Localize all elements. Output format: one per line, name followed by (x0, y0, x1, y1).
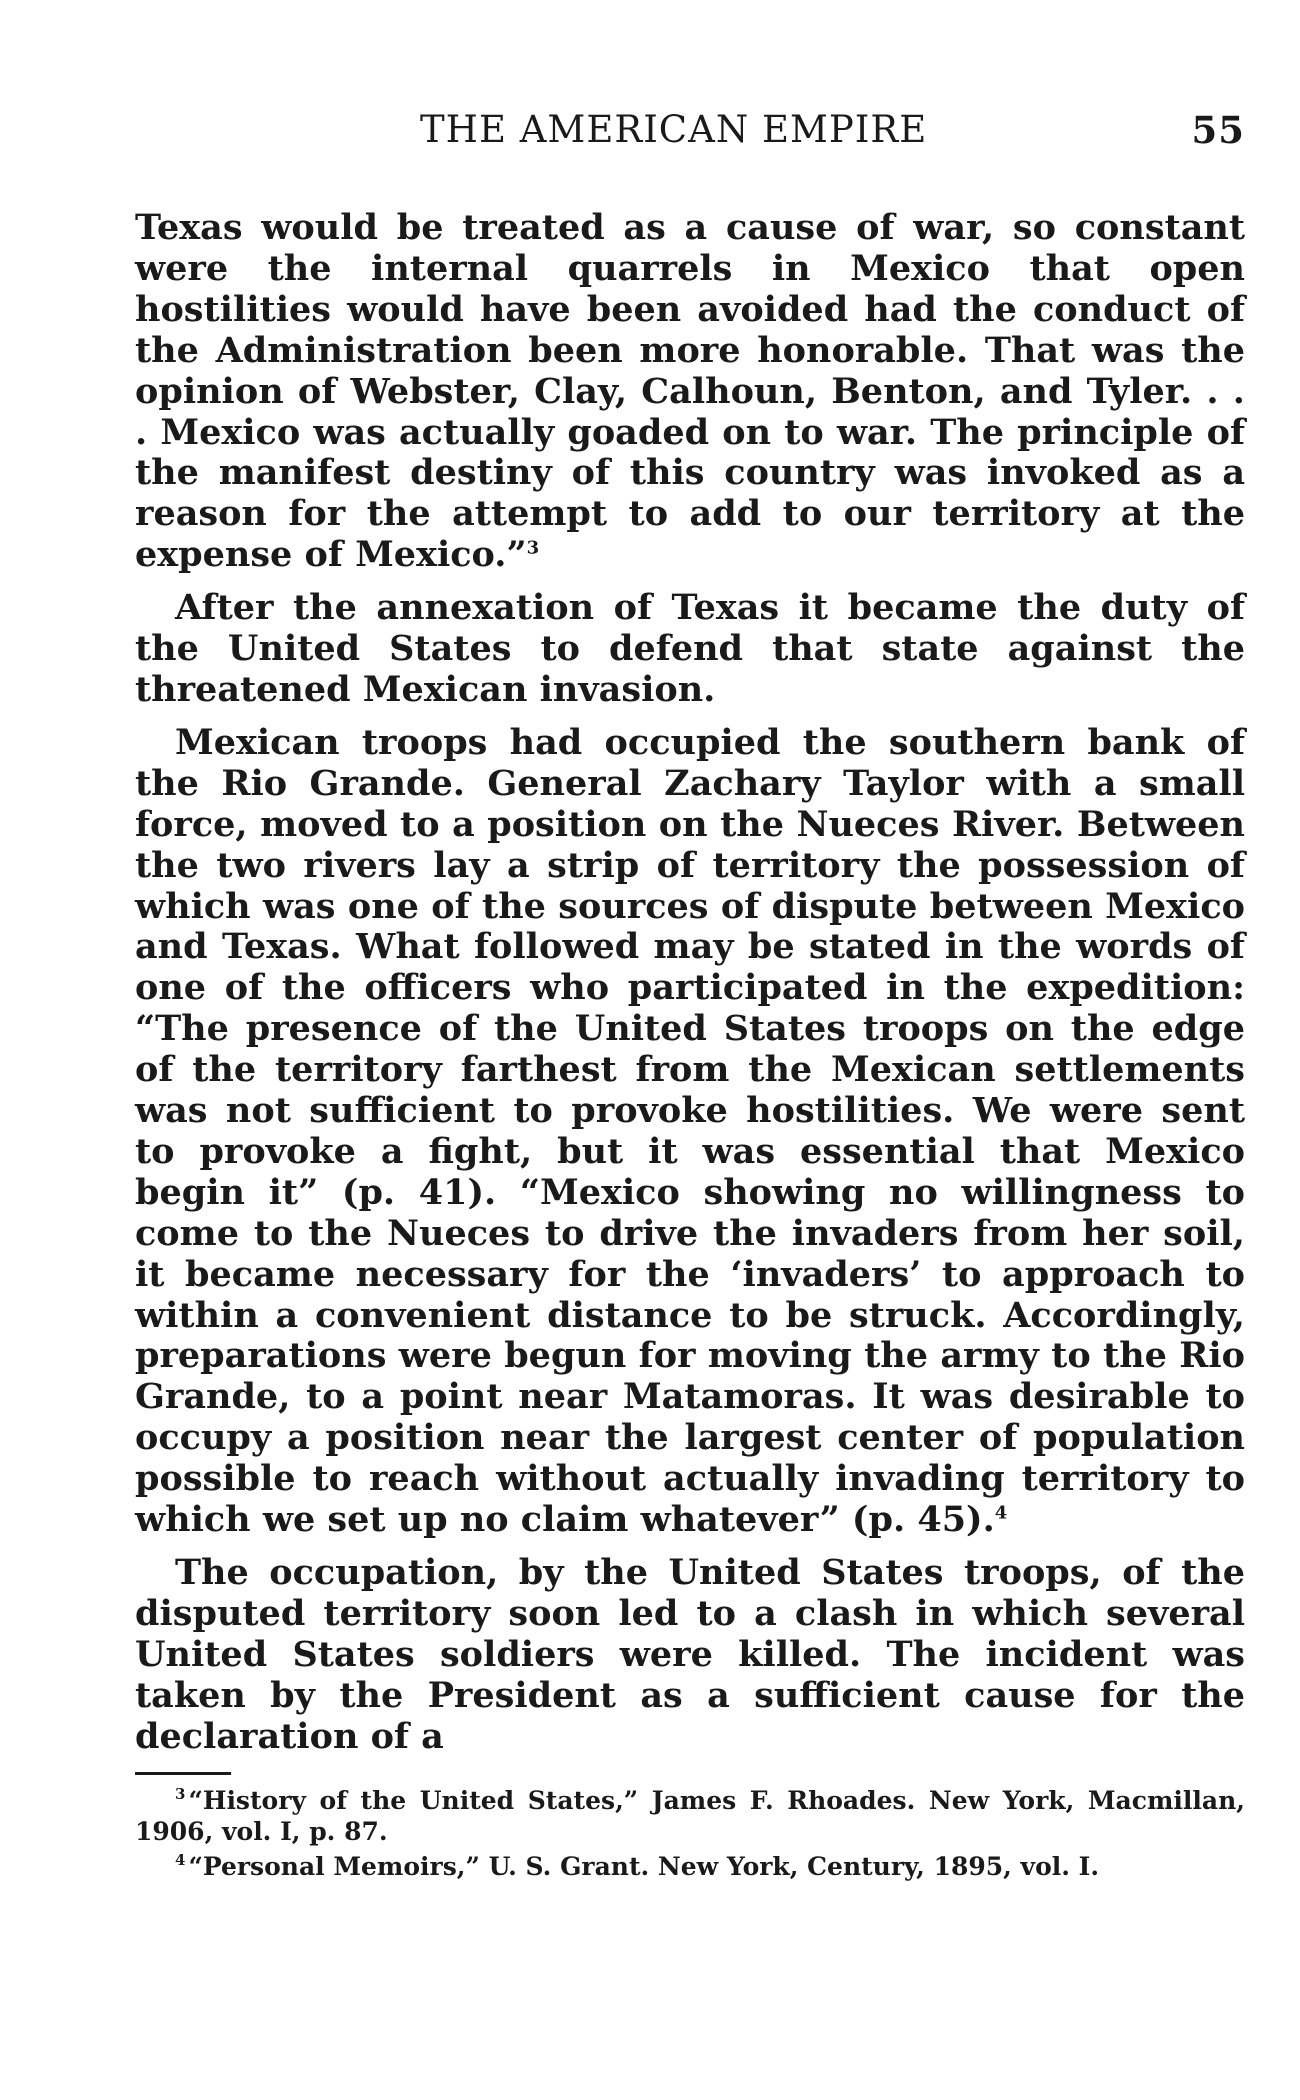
footnote-number: 4 (175, 1851, 186, 1870)
footnote-reference: 4 (994, 1502, 1008, 1524)
body-text (135, 208, 1245, 1758)
footnote-text: “Personal Memoirs,” U. S. Grant. New York, Century, 1895, vol. I. (188, 1851, 1100, 1881)
paragraph-text: Mexican troops had occupied the southern bank of the Rio Grande. General Zachary Taylor with a small force, moved to a position on the Nueces River. Between the two rivers lay a strip of territory the possession of which was one of the sources of dispute between Mexico and Texas. What followed may be stated in the words of one of the officers who participated in the expedition: “The presence of the United States troops on the edge of the territory farthest from the Mexican settlements was not sufficient to provoke hostilities. We were sent to provoke a fight, but it was essential that Mexico begin it” (p. 41). “Mexico showing no willingness to come to the Nueces to drive the invaders from her soil, it became necessary for the ‘invaders’ to approach to within a convenient distance to be struck. Accordingly, preparations were begun for moving the army to the Rio Grande, to a point near Matamoras. It was desirable to occupy a position near the largest center of population possible to reach without actually invading territory to which we set up no claim whatever” (p. 45). (135, 721, 1245, 1541)
running-header (135, 100, 1245, 156)
paragraph-3 (135, 723, 1245, 1541)
footnote-3 (135, 1785, 1245, 1847)
paragraph-1 (135, 208, 1245, 576)
paragraph-text: Texas would be treated as a cause of war, so constant were the internal quarrels in Mexico that open hostilities would have been avoided had the conduct of the Administration been more honorable. That was the opinion of Webster, Clay, Calhoun, Benton, and Tyler. . . . Mexico was actually goaded on to war. The principle of the manifest destiny of this country was invoked as a reason for the attempt to add to our territory at the expense of Mexico.” (135, 207, 1245, 576)
page-number: 55 (1191, 108, 1245, 152)
paragraph-text: The occupation, by the United States troops, of the disputed territory soon led to a clash in which several United States soldiers were killed. The incident was taken by the President as a sufficient cause for the declaration of a (135, 1552, 1245, 1757)
paragraph-text: After the annexation of Texas it became the duty of the United States to defend that state against the threatened Mexican invasion. (135, 587, 1245, 710)
footnote-divider (135, 1772, 231, 1775)
footnotes (135, 1785, 1245, 1882)
paragraph-4 (135, 1553, 1245, 1758)
footnote-number: 3 (175, 1785, 186, 1804)
book-page (135, 100, 1245, 1882)
footnote-reference: 3 (526, 537, 540, 559)
footnote-4 (135, 1851, 1245, 1882)
footnote-text: “History of the United States,” James F. Rhoades. New York, Macmillan, 1906, vol. I, p. 87. (135, 1785, 1245, 1846)
running-title: THE AMERICAN EMPIRE (420, 108, 928, 151)
paragraph-2 (135, 588, 1245, 711)
